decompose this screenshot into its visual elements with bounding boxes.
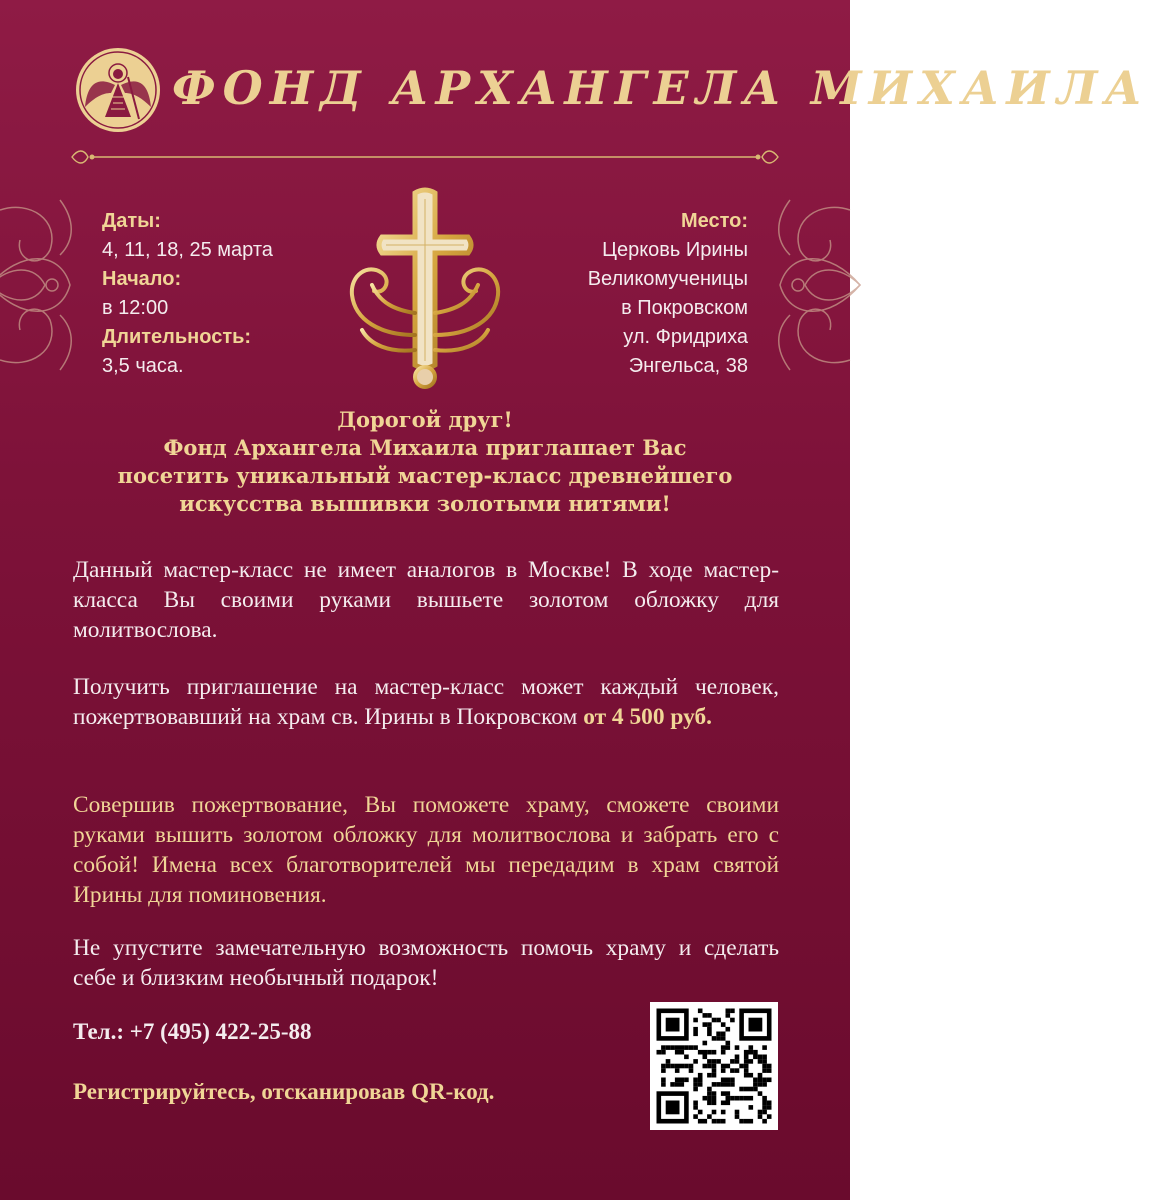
ornamental-divider [70,148,780,166]
paragraph-opportunity: Не упустите замечательную возможность помочь храму и сделать себе и близким необычный подарок! [73,935,779,991]
venue-info [498,207,748,381]
donation-amount: от 4 500 руб. [583,704,713,730]
left-ornament [0,180,85,390]
venue-line: Церковь Ирины [602,239,748,261]
archangel-medallion-icon [75,47,161,133]
venue-line: ул. Фридриха [623,326,748,348]
schedule-info [102,207,332,381]
paragraph-invitation-condition [73,672,779,732]
start-label: Начало: [102,268,182,290]
invitation-line: Дорогой друг! [337,407,513,432]
invitation-block [75,406,775,518]
duration-label: Длительность: [102,326,252,348]
qr-code-icon[interactable] [650,1002,778,1130]
phone-number: Тел.: +7 (495) 422-25-88 [73,1019,312,1044]
paragraph-donation-benefits: Совершив пожертвование, Вы поможете храму, сможете своими руками вышить золотом обложку для молитвослова и забрать его с собой! Имена всех благотворителей мы передадим в храм святой Ирины для поминовения. [73,792,779,908]
invitation-line: посетить уникальный мастер-класс древнейшего [117,463,733,488]
venue-line: Великомученицы [587,268,748,290]
invitation-line: Фонд Архангела Михаила приглашает Вас [163,435,687,460]
venue-line: в Покровском [621,297,748,319]
foundation-title: ФОНД АРХАНГЕЛА МИХАИЛА [172,61,1149,115]
condition-text: Получить приглашение на мастер-класс может каждый человек, пожертвовавший на храм св. Ирины в Покровском [73,674,779,730]
start-value: в 12:00 [102,297,169,319]
dates-value: 4, 11, 18, 25 марта [102,239,273,261]
invitation-line: искусства вышивки золотыми нитями! [179,491,671,516]
embroidered-cross-icon [340,185,510,395]
venue-label: Место: [680,210,748,232]
paragraph-analogues: Данный мастер-класс не имеет аналогов в Москве! В ходе мастер-класса Вы своими руками вышьете золотом обложку для молитвослова. [73,557,779,643]
duration-value: 3,5 часа. [102,355,184,377]
right-ornament [765,180,860,390]
register-note: Регистрируйтесь, отсканировав QR-код. [73,1079,495,1104]
dates-label: Даты: [102,210,161,232]
venue-line: Энгельса, 38 [628,355,748,377]
